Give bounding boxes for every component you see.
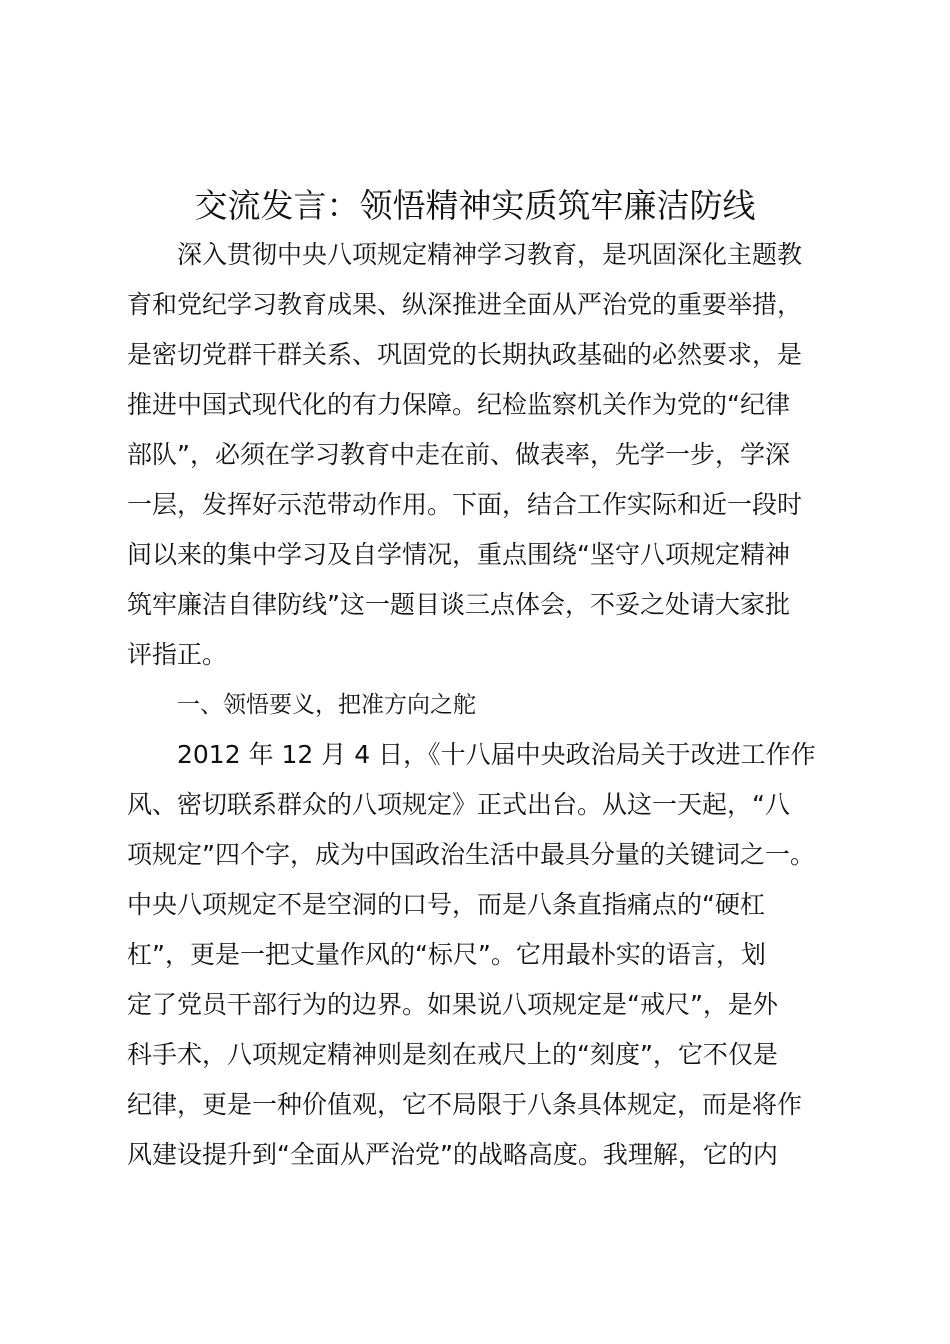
text-line: 风、密切联系群众的八项规定》正式出台。从这一天起，“八 — [127, 790, 790, 819]
body-paragraph-section1 — [127, 730, 837, 1180]
text-line: 间以来的集中学习及自学情况，重点围绕“坚守八项规定精神 — [127, 540, 790, 569]
text-line: 中央八项规定不是空洞的口号，而是八条直指痛点的“硬杠 — [127, 890, 765, 919]
section-heading-block — [127, 680, 837, 730]
text-line: 育和党纪学习教育成果、纵深推进全面从严治党的重要举措， — [127, 290, 803, 319]
text-line: 项规定”四个字，成为中国政治生活中最具分量的关键词之一。 — [127, 840, 815, 869]
section-heading: 一、领悟要义，把准方向之舵 — [177, 692, 476, 718]
body-paragraph-intro — [127, 230, 837, 680]
text-line: 2012 年 12 月 4 日，《十八届中央政治局关于改进工作作 — [177, 740, 816, 769]
text-line: 评指正。 — [127, 640, 228, 669]
text-line: 部队”，必须在学习教育中走在前、做表率，先学一步，学深 — [127, 440, 790, 469]
text-line: 一层，发挥好示范带动作用。下面，结合工作实际和近一段时 — [127, 490, 803, 519]
text-line: 深入贯彻中央八项规定精神学习教育，是巩固深化主题教 — [177, 240, 803, 269]
text-line: 筑牢廉洁自律防线”这一题目谈三点体会，不妥之处请大家批 — [127, 590, 790, 619]
text-line: 杠”，更是一把丈量作风的“标尺”。它用最朴实的语言，划 — [127, 940, 766, 969]
text-line: 纪律，更是一种价值观，它不局限于八条具体规定，而是将作 — [127, 1090, 803, 1119]
text-line: 风建设提升到“全面从严治党”的战略高度。我理解，它的内 — [127, 1140, 778, 1169]
document-title: 交流发言：领悟精神实质筑牢廉洁防线 — [194, 186, 756, 225]
text-line: 推进中国式现代化的有力保障。纪检监察机关作为党的“纪律 — [127, 390, 790, 419]
text-line: 定了党员干部行为的边界。如果说八项规定是“戒尺”，是外 — [127, 990, 778, 1019]
text-line: 科手术，八项规定精神则是刻在戒尺上的“刻度”，它不仅是 — [127, 1040, 778, 1069]
text-line: 是密切党群干群关系、巩固党的长期执政基础的必然要求，是 — [127, 340, 803, 369]
